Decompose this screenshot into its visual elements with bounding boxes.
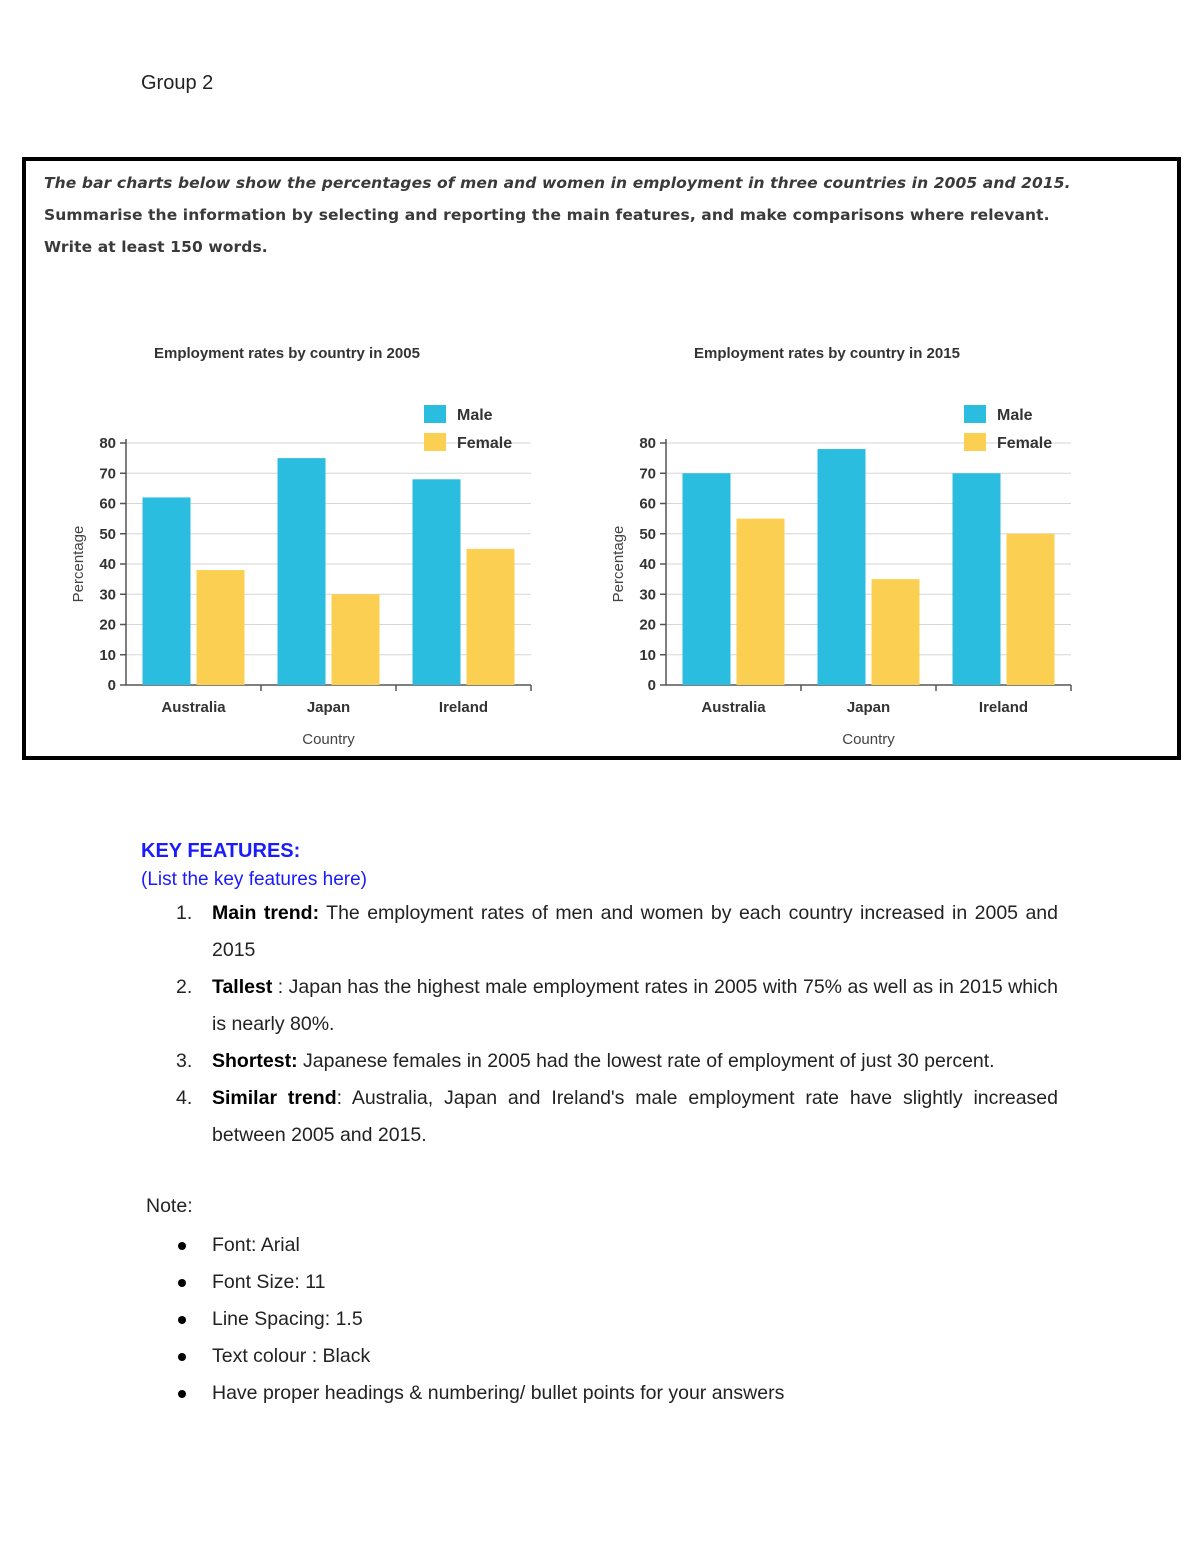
note-item: [170, 1227, 784, 1264]
y-tick-label: 30: [99, 586, 116, 604]
y-tick-label: 0: [107, 677, 116, 694]
chart-title: Employment rates by country in 2015: [694, 345, 960, 362]
y-tick-label: 50: [639, 525, 656, 543]
legend-label: Female: [457, 435, 513, 452]
y-tick-label: 70: [99, 465, 116, 483]
note-item: [170, 1338, 784, 1375]
bar-male: [413, 479, 461, 685]
note-item: [170, 1375, 784, 1412]
x-axis-label: Country: [302, 731, 355, 748]
y-tick-label: 60: [639, 495, 656, 513]
note-text: Have proper headings & numbering/ bullet points for your answers: [212, 1382, 785, 1404]
feature-text: The employment rates of men and women by each country increased in 2005 and 2015: [212, 902, 1058, 961]
note-text: Font: Arial: [212, 1234, 300, 1256]
y-tick-label: 10: [99, 646, 116, 664]
y-tick-label: 80: [639, 435, 656, 452]
chart-2015-svg: [586, 331, 1106, 751]
key-features-list: [170, 895, 1058, 1154]
feature-number: 3.: [176, 1050, 193, 1072]
bullet-icon: [178, 1279, 186, 1287]
legend-swatch-male: [424, 405, 446, 423]
task-box: [22, 157, 1181, 760]
bar-male: [953, 473, 1001, 685]
feature-item: [170, 895, 1058, 969]
bar-female: [332, 594, 380, 685]
note-item: [170, 1301, 784, 1338]
y-tick-label: 10: [639, 646, 656, 664]
key-features-subheading: (List the key features here): [141, 869, 367, 890]
legend-label: Female: [997, 435, 1053, 452]
bar-female: [872, 579, 920, 685]
bar-male: [683, 473, 731, 685]
bullet-icon: [178, 1242, 186, 1250]
y-tick-label: 40: [99, 556, 116, 573]
chart-title: Employment rates by country in 2005: [154, 345, 420, 362]
task-prompt: [44, 167, 1164, 263]
note-text: Line Spacing: 1.5: [212, 1308, 363, 1330]
legend-label: Male: [997, 407, 1033, 424]
note-item: [170, 1264, 784, 1301]
legend-swatch-female: [964, 433, 986, 451]
feature-item: [170, 1043, 1058, 1080]
bullet-icon: [178, 1353, 186, 1361]
feature-number: 2.: [176, 976, 193, 998]
note-text: Font Size: 11: [212, 1271, 326, 1293]
y-tick-label: 50: [99, 525, 116, 543]
chart-2005: [46, 331, 566, 751]
feature-number: 4.: [176, 1087, 193, 1109]
legend-swatch-female: [424, 433, 446, 451]
legend-swatch-male: [964, 405, 986, 423]
y-axis-label: Percentage: [610, 525, 627, 603]
bar-female: [1007, 534, 1055, 685]
bar-male: [818, 449, 866, 685]
note-text: Text colour : Black: [212, 1345, 371, 1367]
y-tick-label: 20: [639, 616, 656, 634]
x-tick-label: Japan: [846, 699, 891, 716]
x-tick-label: Australia: [701, 699, 766, 716]
y-tick-label: 80: [99, 435, 116, 452]
y-tick-label: 40: [639, 556, 656, 573]
key-features-heading: KEY FEATURES:: [141, 840, 301, 862]
feature-label: Main trend:: [212, 902, 320, 924]
notes-list: [170, 1227, 784, 1412]
bullet-icon: [178, 1316, 186, 1324]
y-tick-label: 0: [647, 677, 656, 694]
chart-2005-svg: [46, 331, 566, 751]
bar-female: [467, 549, 515, 685]
x-tick-label: Ireland: [978, 699, 1029, 716]
feature-text: : Japan has the highest male employment rates in 2005 with 75% as well as in 2015 which is nearly 80%.: [212, 976, 1058, 1035]
feature-item: [170, 969, 1058, 1043]
note-label: Note:: [146, 1195, 193, 1217]
document-group-title: Group 2: [141, 72, 214, 94]
x-tick-label: Japan: [306, 699, 351, 716]
bar-male: [143, 497, 191, 685]
feature-label: Tallest: [212, 976, 273, 998]
feature-label: Shortest:: [212, 1050, 298, 1072]
feature-item: [170, 1080, 1058, 1154]
legend-label: Male: [457, 407, 493, 424]
y-tick-label: 70: [639, 465, 656, 483]
y-tick-label: 20: [99, 616, 116, 634]
feature-number: 1.: [176, 902, 193, 924]
y-tick-label: 60: [99, 495, 116, 513]
feature-label: Similar trend: [212, 1087, 337, 1109]
y-axis-label: Percentage: [70, 525, 87, 603]
x-tick-label: Ireland: [438, 699, 489, 716]
x-axis-label: Country: [842, 731, 895, 748]
bar-female: [737, 519, 785, 685]
y-tick-label: 30: [639, 586, 656, 604]
task-line-3: Write at least 150 words.: [44, 238, 268, 256]
bar-female: [197, 570, 245, 685]
feature-text: : Australia, Japan and Ireland's male employment rate have slightly increased between 2005 and 2015.: [212, 1087, 1059, 1146]
chart-2015: [586, 331, 1106, 751]
bar-male: [278, 458, 326, 685]
task-line-1: The bar charts below show the percentages of men and women in employment in three countries in 2005 and 2015.: [44, 174, 1071, 192]
feature-text: Japanese females in 2005 had the lowest rate of employment of just 30 percent.: [297, 1050, 995, 1072]
x-tick-label: Australia: [161, 699, 226, 716]
bullet-icon: [178, 1390, 186, 1398]
task-line-2: Summarise the information by selecting and reporting the main features, and make comparisons where relevant.: [44, 206, 1050, 224]
